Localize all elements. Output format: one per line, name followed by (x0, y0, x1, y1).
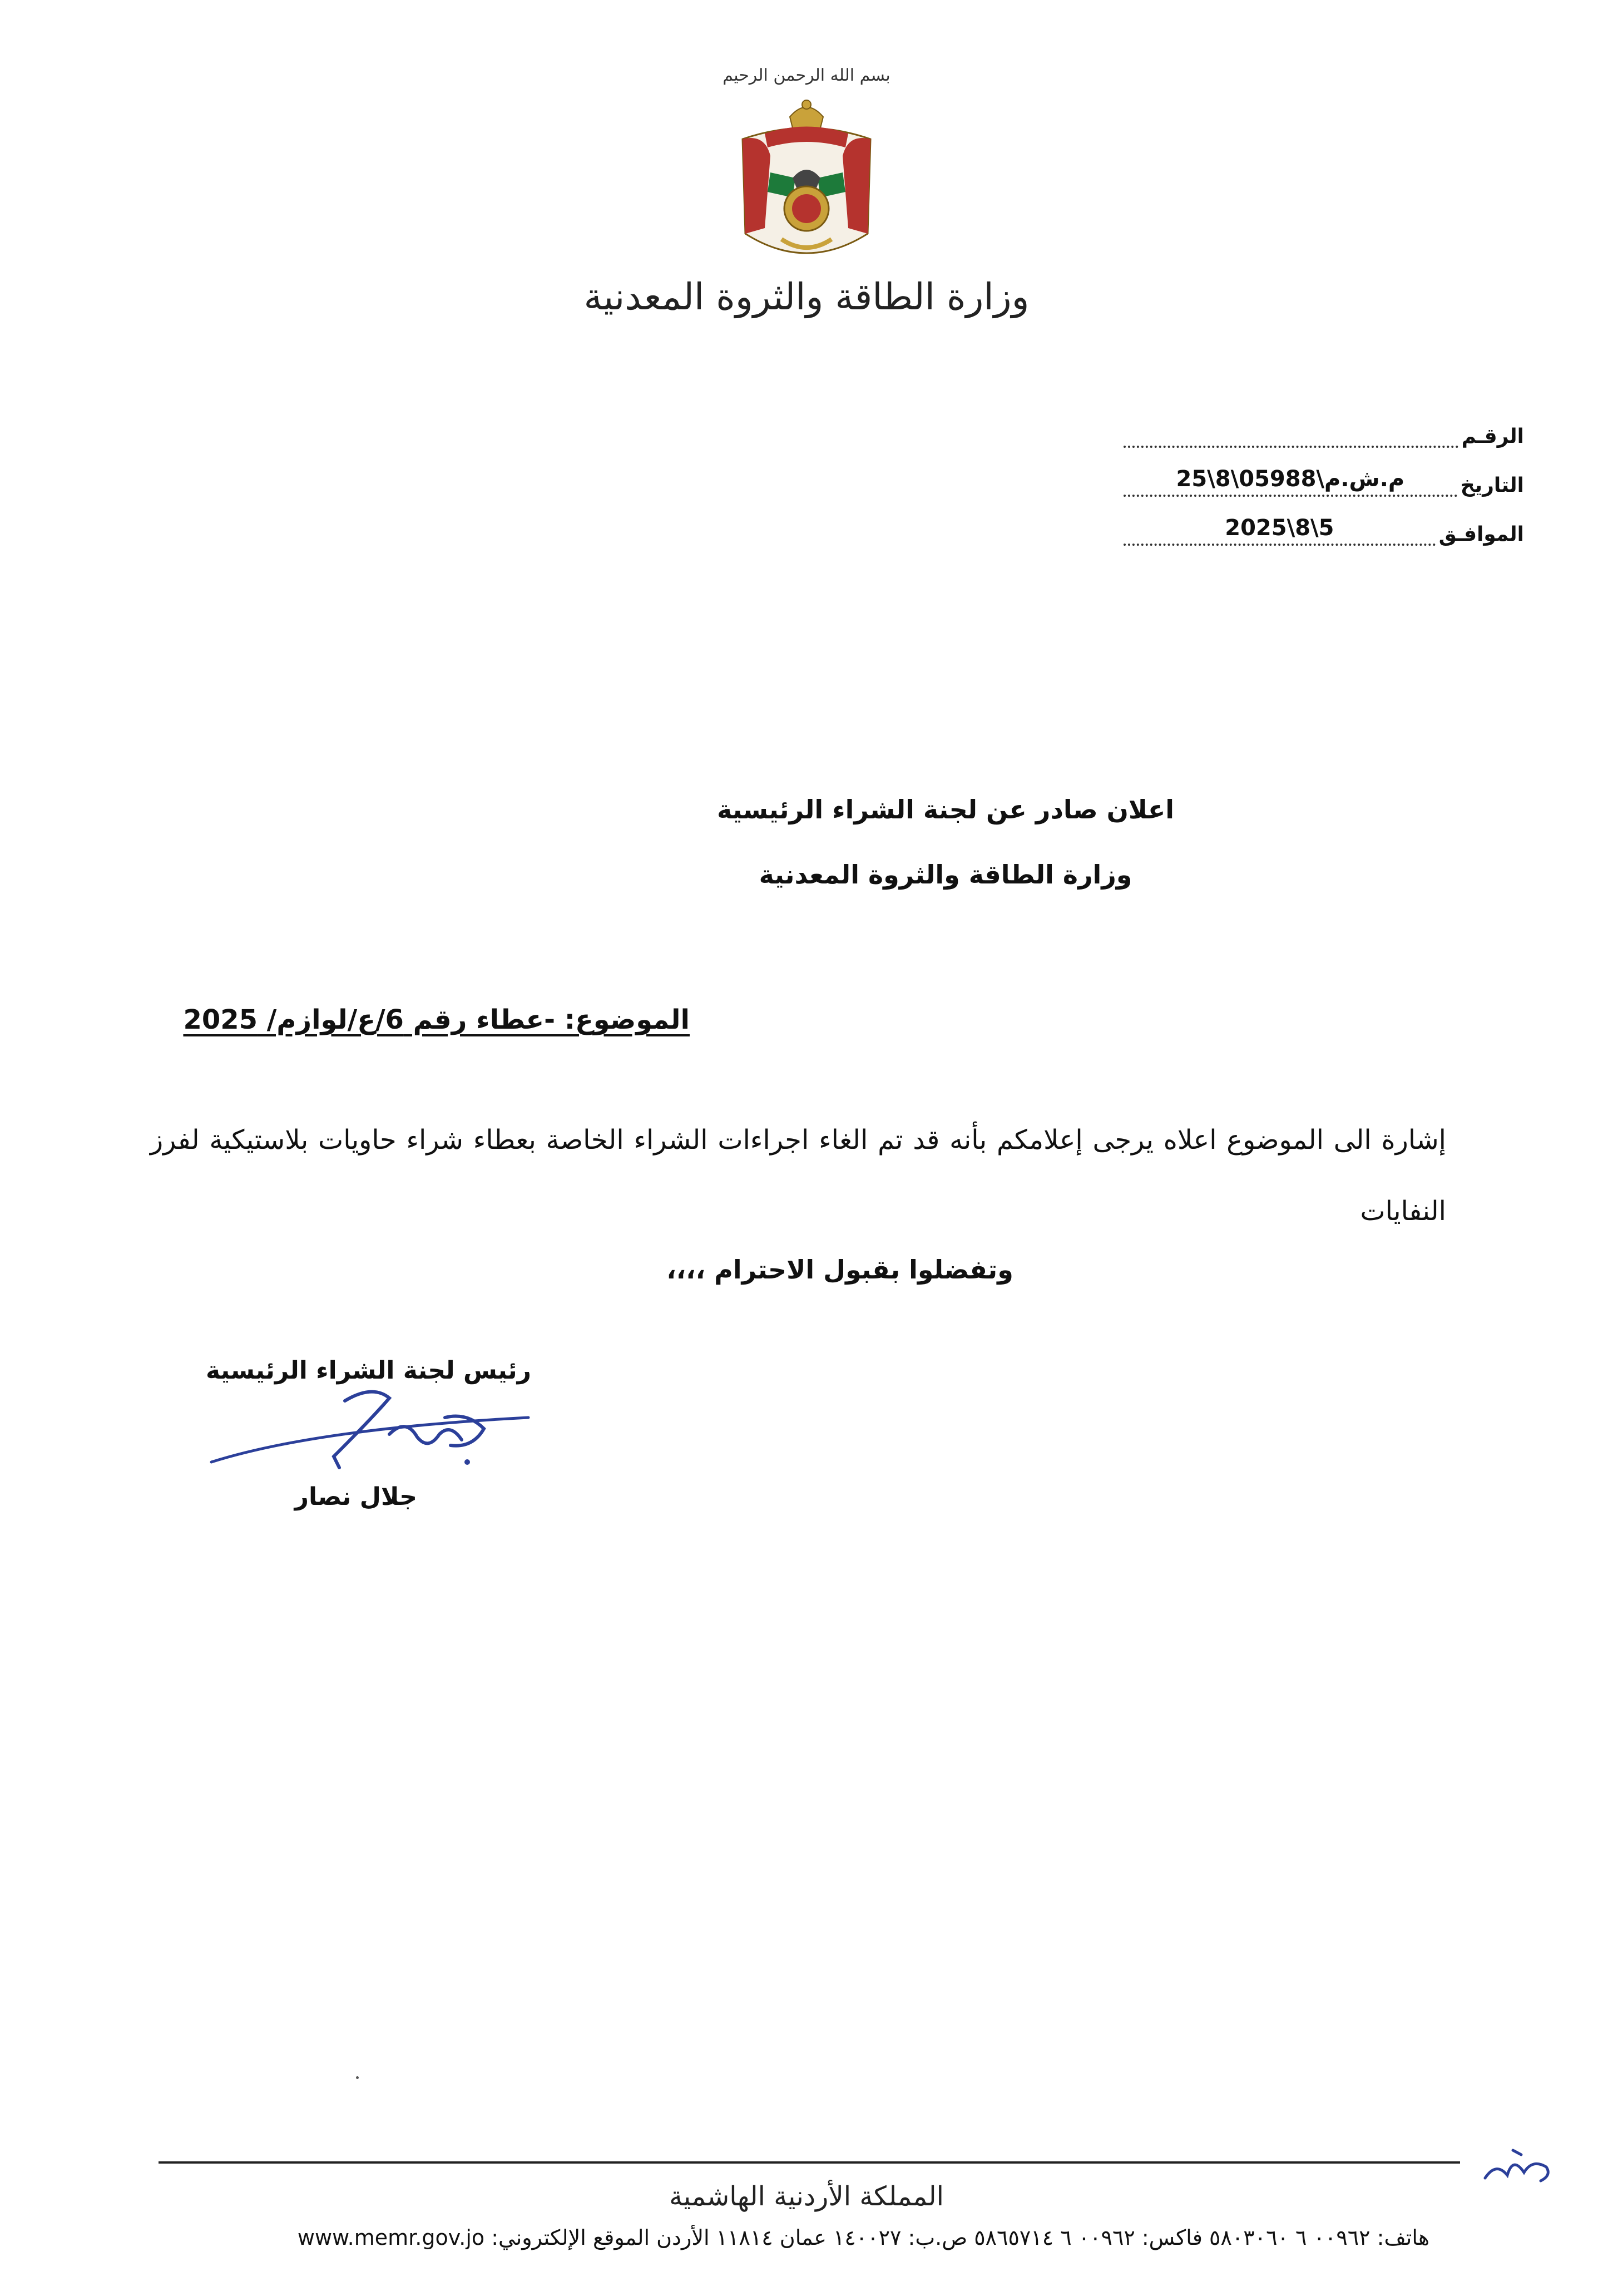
signatory-title: رئيس لجنة الشراء الرئيسية (205, 1356, 531, 1385)
scan-dot (356, 2076, 359, 2079)
kingdom-logo-text: المملكة الأردنية الهاشمية (669, 2181, 944, 2212)
footer-contact-info: هاتف: ٠٠٩٦٢ ٦ ٥٨٠٣٠٦٠ فاكس: ٠٠٩٦٢ ٦ ٥٨٦٥٧١٤ ص.ب: ١٤٠٠٢٧ عمان ١١٨١٤ الأردن الموقع الإلكتروني: www.memr.gov.jo (297, 2225, 1429, 2250)
reference-number-label: الرقـم (1461, 425, 1524, 448)
reference-date-row (1124, 458, 1524, 497)
subject-line: الموضوع: -عطاء رقم 6/ع/لوازم/ 2025 (183, 1004, 690, 1035)
ministry-logo-text: وزارة الطاقة والثروة المعدنية (583, 275, 1030, 318)
closing-line: وتفضلوا بقبول الاحترام ،،،، (666, 1255, 1013, 1285)
reference-number-row (1124, 409, 1524, 448)
footer-divider (159, 2161, 1460, 2164)
reference-date-value: م.ش.م\05988\8\25 (1124, 463, 1457, 497)
signatory-name: جلال نصار (294, 1483, 417, 1511)
body-paragraph: إشارة الى الموضوع اعلاه يرجى إعلامكم بأنه قد تم الغاء اجراءات الشراء الخاصة بعطاء شراء حاويات بلاستيكية لفرز النفايات (150, 1124, 1446, 1227)
jordan-coat-of-arms-icon (731, 95, 882, 278)
reference-corresponding-label: الموافـق (1438, 523, 1524, 546)
reference-number-value (1124, 414, 1458, 448)
announcement-title: اعلان صادر عن لجنة الشراء الرئيسية (716, 794, 1175, 824)
basmala-text: بسم الله الرحمن الرحيم (723, 66, 890, 85)
reference-corresponding-value: 2025\8\5 (1124, 512, 1436, 546)
reference-corresponding-row (1124, 507, 1524, 546)
signature-icon (206, 1384, 534, 1479)
announcement-ministry: وزارة الطاقة والثروة المعدنية (759, 860, 1132, 890)
reference-date-label: التاريخ (1460, 474, 1524, 497)
handwritten-initials-icon (1480, 2145, 1557, 2189)
